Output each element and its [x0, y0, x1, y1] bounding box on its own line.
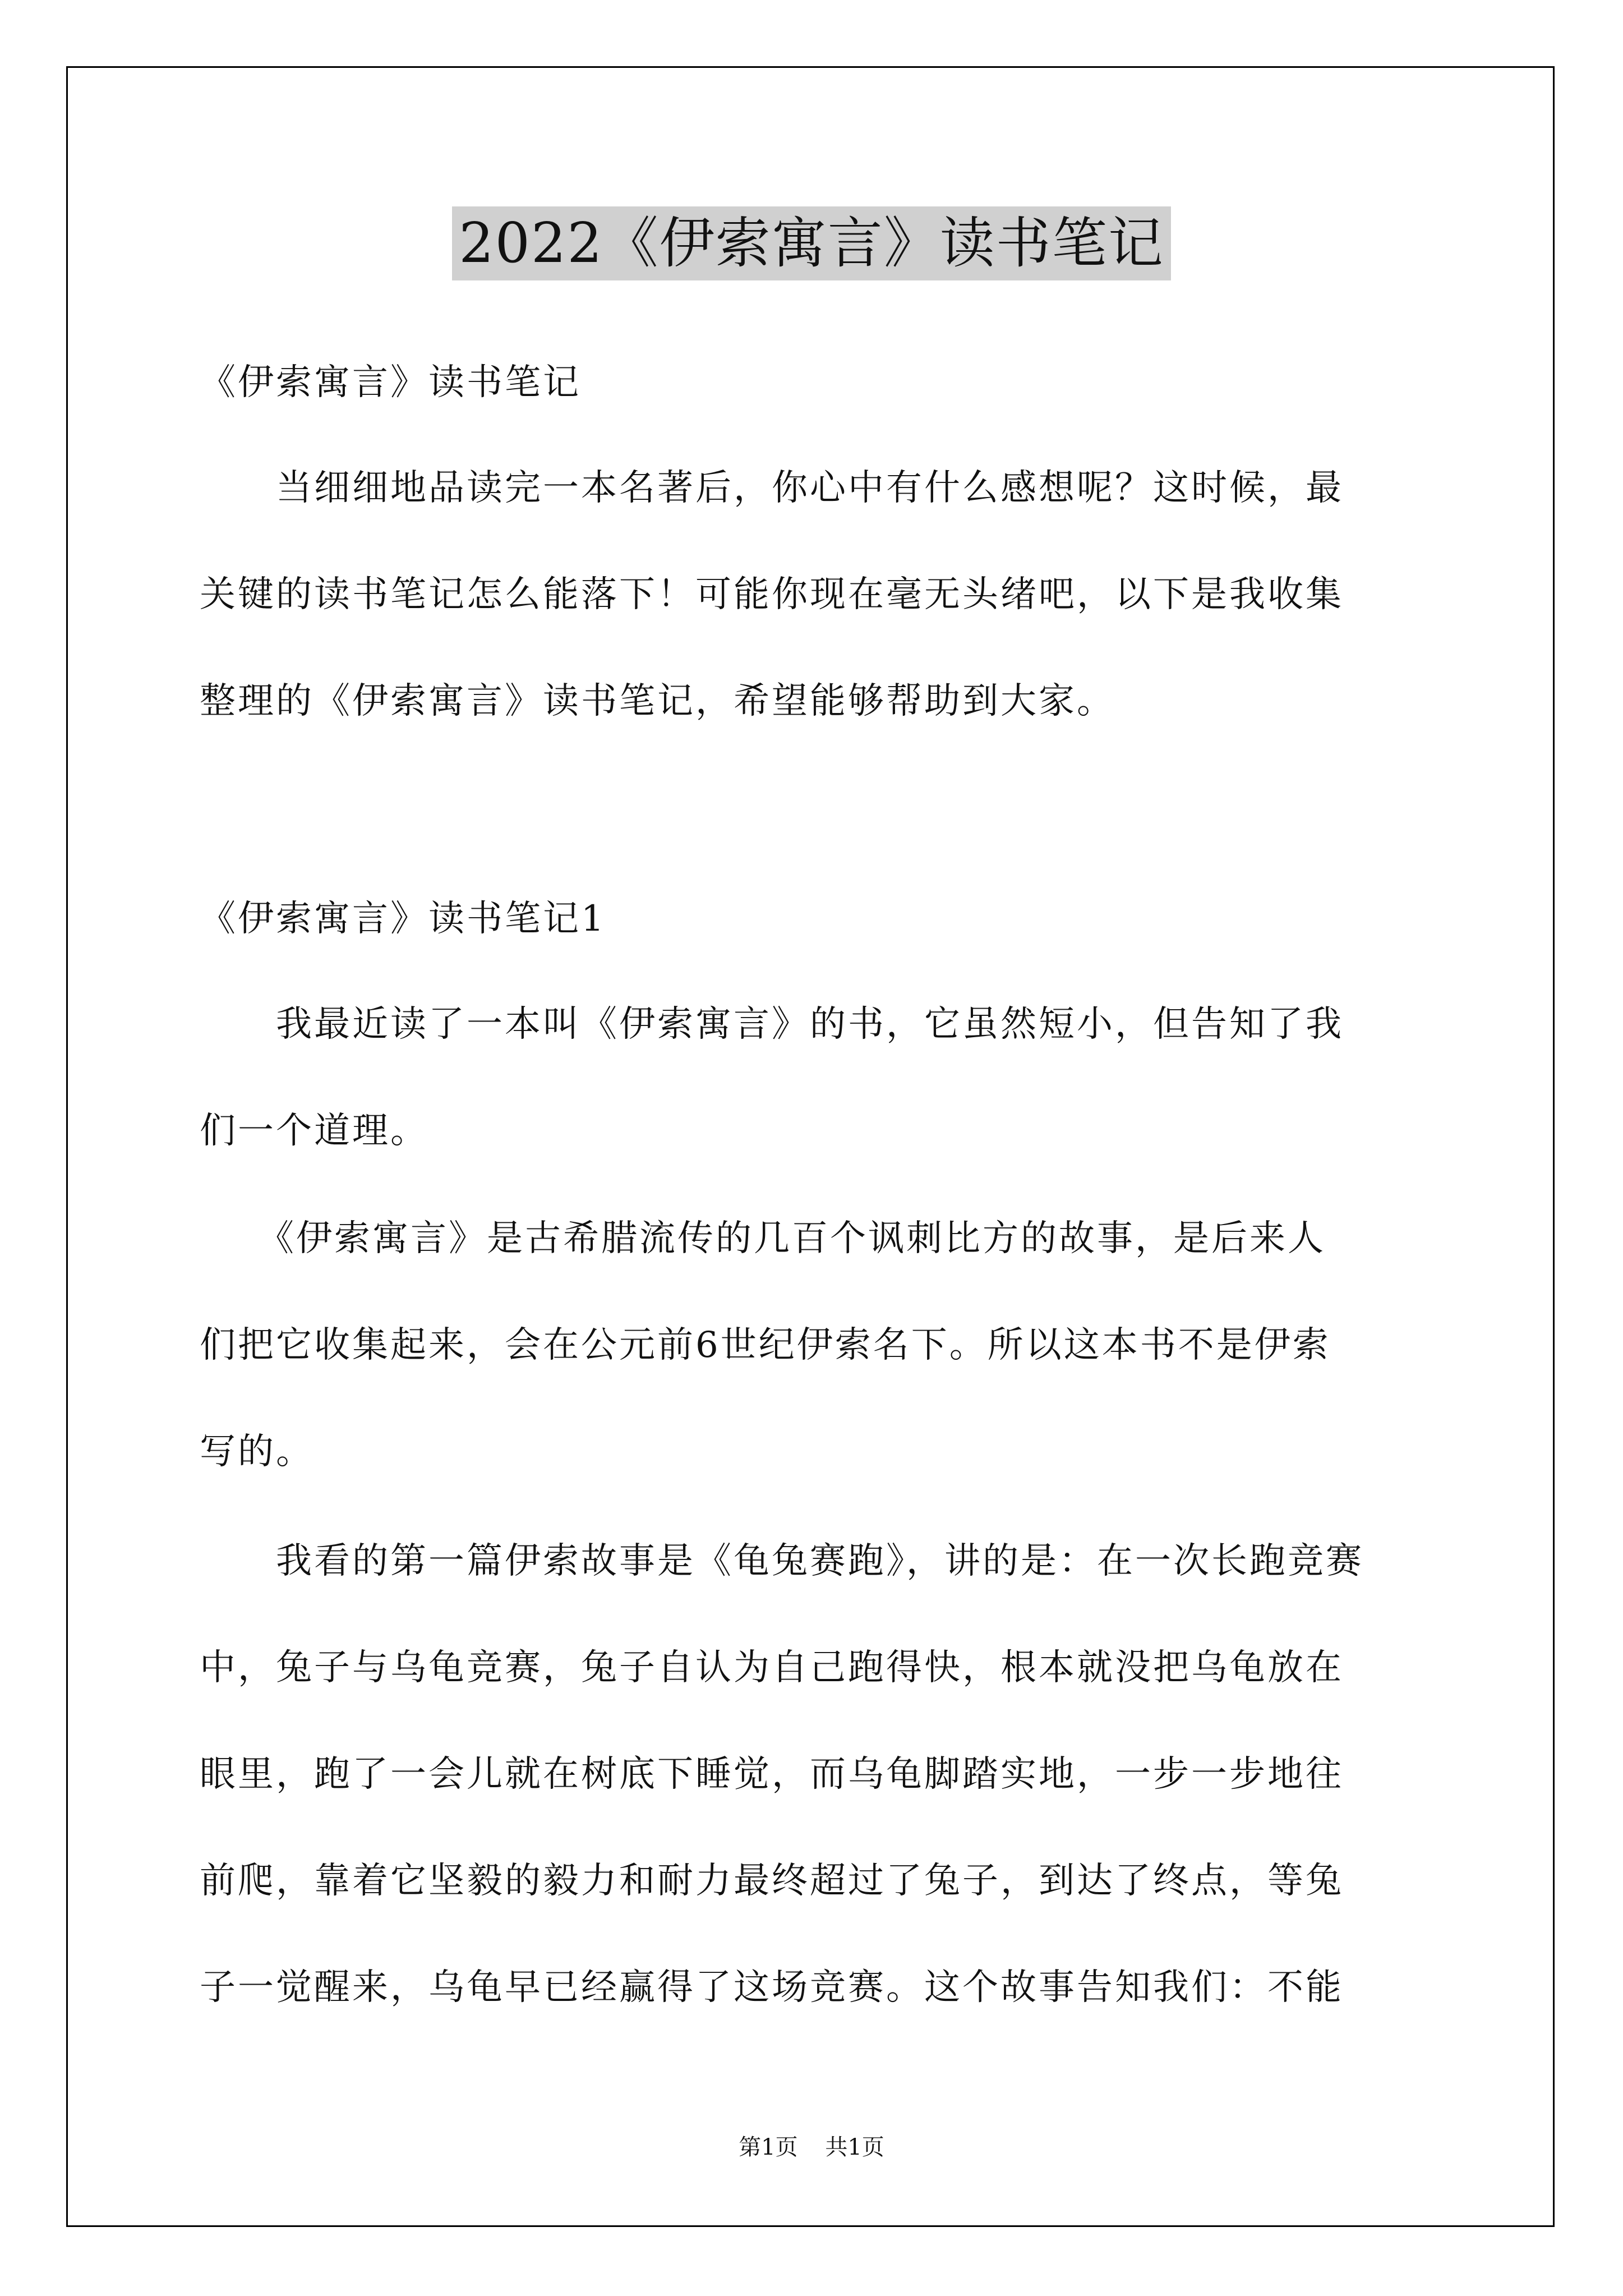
section-heading: 《伊索寓言》读书笔记1: [200, 898, 606, 940]
text-line: 我看的第一篇伊索故事是《龟兔赛跑》，讲的是：在一次长跑竞赛: [200, 1540, 1364, 1582]
paragraph-2: [200, 1212, 1422, 1479]
title-container: [0, 206, 1623, 280]
page-total: 共1页: [825, 2134, 884, 2160]
text-line: 前爬，靠着它坚毅的毅力和耐力最终超过了兔子，到达了终点，等兔: [200, 1860, 1344, 1902]
text-line: 关键的读书笔记怎么能落下！可能你现在毫无头绪吧，以下是我收集: [200, 574, 1344, 615]
intro-paragraph: [200, 461, 1422, 728]
text-line: 们把它收集起来，会在公元前6世纪伊索名下。所以这本书不是伊索: [200, 1324, 1331, 1366]
text-line: 子一觉醒来，乌龟早已经赢得了这场竞赛。这个故事告知我们：不能: [200, 1967, 1344, 2008]
text-line: 《伊索寓言》是古希腊流传的几百个讽刺比方的故事，是后来人: [200, 1218, 1326, 1259]
paragraph-1: [200, 997, 1422, 1158]
text-line: 眼里，跑了一会儿就在树底下睡觉，而乌龟脚踏实地，一步一步地往: [200, 1754, 1344, 1795]
text-line: 整理的《伊索寓言》读书笔记，希望能够帮助到大家。: [200, 680, 1115, 722]
text-line: 写的。: [200, 1431, 314, 1473]
paragraph-3: [200, 1534, 1422, 2014]
page-number: 第1页: [739, 2134, 798, 2160]
document-title: 2022《伊索寓言》读书笔记: [452, 206, 1170, 280]
text-line: 当细细地品读完一本名著后，你心中有什么感想呢？这时候，最: [200, 467, 1344, 509]
text-line: 我最近读了一本叫《伊索寓言》的书，它虽然短小，但告知了我: [200, 1004, 1344, 1045]
text-line: 中，兔子与乌龟竞赛，兔子自认为自己跑得快，根本就没把乌龟放在: [200, 1647, 1344, 1688]
text-line: 们一个道理。: [200, 1110, 428, 1152]
page-footer: [0, 2129, 1623, 2161]
document-subtitle: 《伊索寓言》读书笔记: [200, 362, 581, 403]
